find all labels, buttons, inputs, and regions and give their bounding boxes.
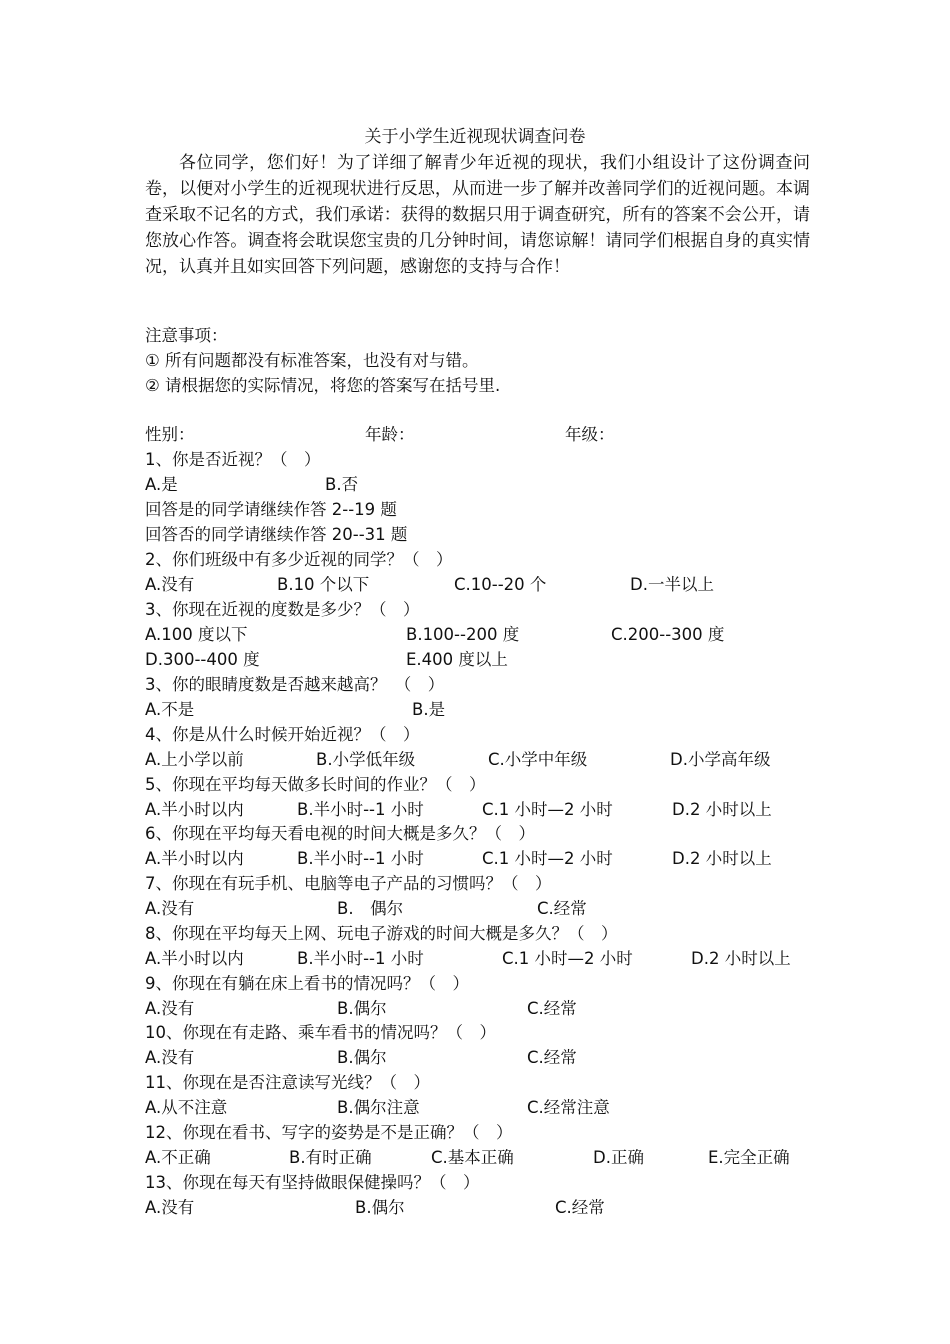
question-10: 10、你现在有走路、乘车看书的情况吗？（ ） [145, 1023, 496, 1042]
option-d: D.2 小时以上 [672, 849, 772, 868]
question-1: 1、你是否近视？（ ） [145, 450, 321, 469]
options-row-13 [145, 1195, 825, 1220]
option-a: A.100 度以下 [145, 625, 248, 644]
options-row-7 [145, 896, 825, 921]
option-c: C.经常 [555, 1198, 605, 1217]
option-d: D.正确 [593, 1148, 644, 1167]
option-d: D.一半以上 [630, 575, 714, 594]
option-b: B.半小时--1 小时 [297, 949, 424, 968]
question-5: 5、你现在平均每天做多长时间的作业？（ ） [145, 775, 486, 794]
options-row-12 [145, 1145, 825, 1170]
option-a: A.上小学以前 [145, 750, 244, 769]
question-7: 7、你现在有玩手机、电脑等电子产品的习惯吗？（ ） [145, 874, 552, 893]
note-item-1: ① 所有问题都没有标准答案，也没有对与错。 [145, 351, 479, 370]
question-4: 4、你是从什么时候开始近视？（ ） [145, 725, 420, 744]
option-b: B.是 [412, 700, 446, 719]
option-b: B.偶尔 [337, 999, 387, 1018]
option-a: A.半小时以内 [145, 800, 244, 819]
question-11: 11、你现在是否注意读写光线？（ ） [145, 1073, 430, 1092]
age-label: 年龄： [365, 425, 415, 444]
question-8: 8、你现在平均每天上网、玩电子游戏的时间大概是多久？（ ） [145, 924, 618, 943]
note-item-2: ② 请根据您的实际情况，将您的答案写在括号里. [145, 376, 501, 395]
options-row-3b [145, 647, 825, 672]
option-d: D.小学高年级 [670, 750, 771, 769]
options-row-1 [145, 472, 825, 497]
option-b: B.半小时--1 小时 [297, 849, 424, 868]
question-3b: 3、你的眼睛度数是否越来越高？ （ ） [145, 675, 445, 694]
question-6: 6、你现在平均每天看电视的时间大概是多久？（ ） [145, 824, 535, 843]
intro-paragraph: 各位同学，您们好！为了详细了解青少年近视的现状，我们小组设计了这份调查问卷，以便对小学生的近视现状进行反思，从而进一步了解并改善同学们的近视问题。本调查采取不记名的方式，我们承诺：获得的数据只用于调查研究，所有的答案不会公开，请您放心作答。调查将会耽误您宝贵的几分钟时间，请您谅解！请同学们根据自身的真实情况，认真并且如实回答下列问题，感谢您的支持与合作！ [145, 153, 810, 277]
notes-heading: 注意事项： [145, 326, 228, 345]
option-a: A.半小时以内 [145, 849, 244, 868]
info-row [145, 422, 825, 447]
option-c: C.经常 [537, 899, 587, 918]
option-b: B. 偶尔 [337, 899, 404, 918]
option-b: B.偶尔 [337, 1048, 387, 1067]
option-a: A.不是 [145, 700, 195, 719]
option-c: C.经常 [527, 1048, 577, 1067]
option-e: E.完全正确 [708, 1148, 790, 1167]
options-row-11 [145, 1095, 825, 1120]
options-row-3c [145, 697, 825, 722]
option-c: C.1 小时—2 小时 [502, 949, 633, 968]
instruction-yes: 回答是的同学请继续作答 2--19 题 [145, 500, 397, 519]
option-d: D.2 小时以上 [691, 949, 791, 968]
option-c: C.小学中年级 [488, 750, 588, 769]
option-a: A.是 [145, 475, 178, 494]
option-c: C.基本正确 [431, 1148, 514, 1167]
option-b: B.小学低年级 [316, 750, 416, 769]
option-b: B.100--200 度 [406, 625, 520, 644]
options-row-6 [145, 846, 825, 871]
options-row-3a [145, 622, 825, 647]
option-b: B.偶尔 [355, 1198, 405, 1217]
option-c: C.1 小时—2 小时 [482, 849, 613, 868]
option-c: C.10--20 个 [454, 575, 547, 594]
option-a: A.不正确 [145, 1148, 211, 1167]
option-a: A.没有 [145, 899, 195, 918]
option-a: A.没有 [145, 1048, 195, 1067]
option-d: D.300--400 度 [145, 650, 260, 669]
option-a: A.半小时以内 [145, 949, 244, 968]
option-d: D.2 小时以上 [672, 800, 772, 819]
question-13: 13、你现在每天有坚持做眼保健操吗？（ ） [145, 1173, 480, 1192]
option-a: A.从不注意 [145, 1098, 228, 1117]
option-b: B.有时正确 [289, 1148, 372, 1167]
instruction-no: 回答否的同学请继续作答 20--31 题 [145, 525, 408, 544]
option-c: C.200--300 度 [611, 625, 725, 644]
option-b: B.10 个以下 [277, 575, 370, 594]
option-b: B.半小时--1 小时 [297, 800, 424, 819]
options-row-8 [145, 946, 825, 971]
options-row-2 [145, 572, 825, 597]
page-title: 关于小学生近视现状调查问卷 [364, 127, 586, 147]
option-a: A.没有 [145, 1198, 195, 1217]
question-3: 3、你现在近视的度数是多少？（ ） [145, 600, 420, 619]
option-e: E.400 度以上 [406, 650, 508, 669]
option-a: A.没有 [145, 575, 195, 594]
option-b: B.否 [325, 475, 359, 494]
question-9: 9、你现在有躺在床上看书的情况吗？（ ） [145, 974, 469, 993]
options-row-4 [145, 747, 825, 772]
options-row-10 [145, 1045, 825, 1070]
option-c: C.1 小时—2 小时 [482, 800, 613, 819]
options-row-9 [145, 996, 825, 1021]
options-row-5 [145, 797, 825, 822]
question-2: 2、你们班级中有多少近视的同学？（ ） [145, 550, 453, 569]
option-c: C.经常注意 [527, 1098, 610, 1117]
option-c: C.经常 [527, 999, 577, 1018]
grade-label: 年级： [565, 425, 615, 444]
question-12: 12、你现在看书、写字的姿势是不是正确？（ ） [145, 1123, 513, 1142]
gender-label: 性别： [145, 425, 195, 444]
option-b: B.偶尔注意 [337, 1098, 420, 1117]
option-a: A.没有 [145, 999, 195, 1018]
